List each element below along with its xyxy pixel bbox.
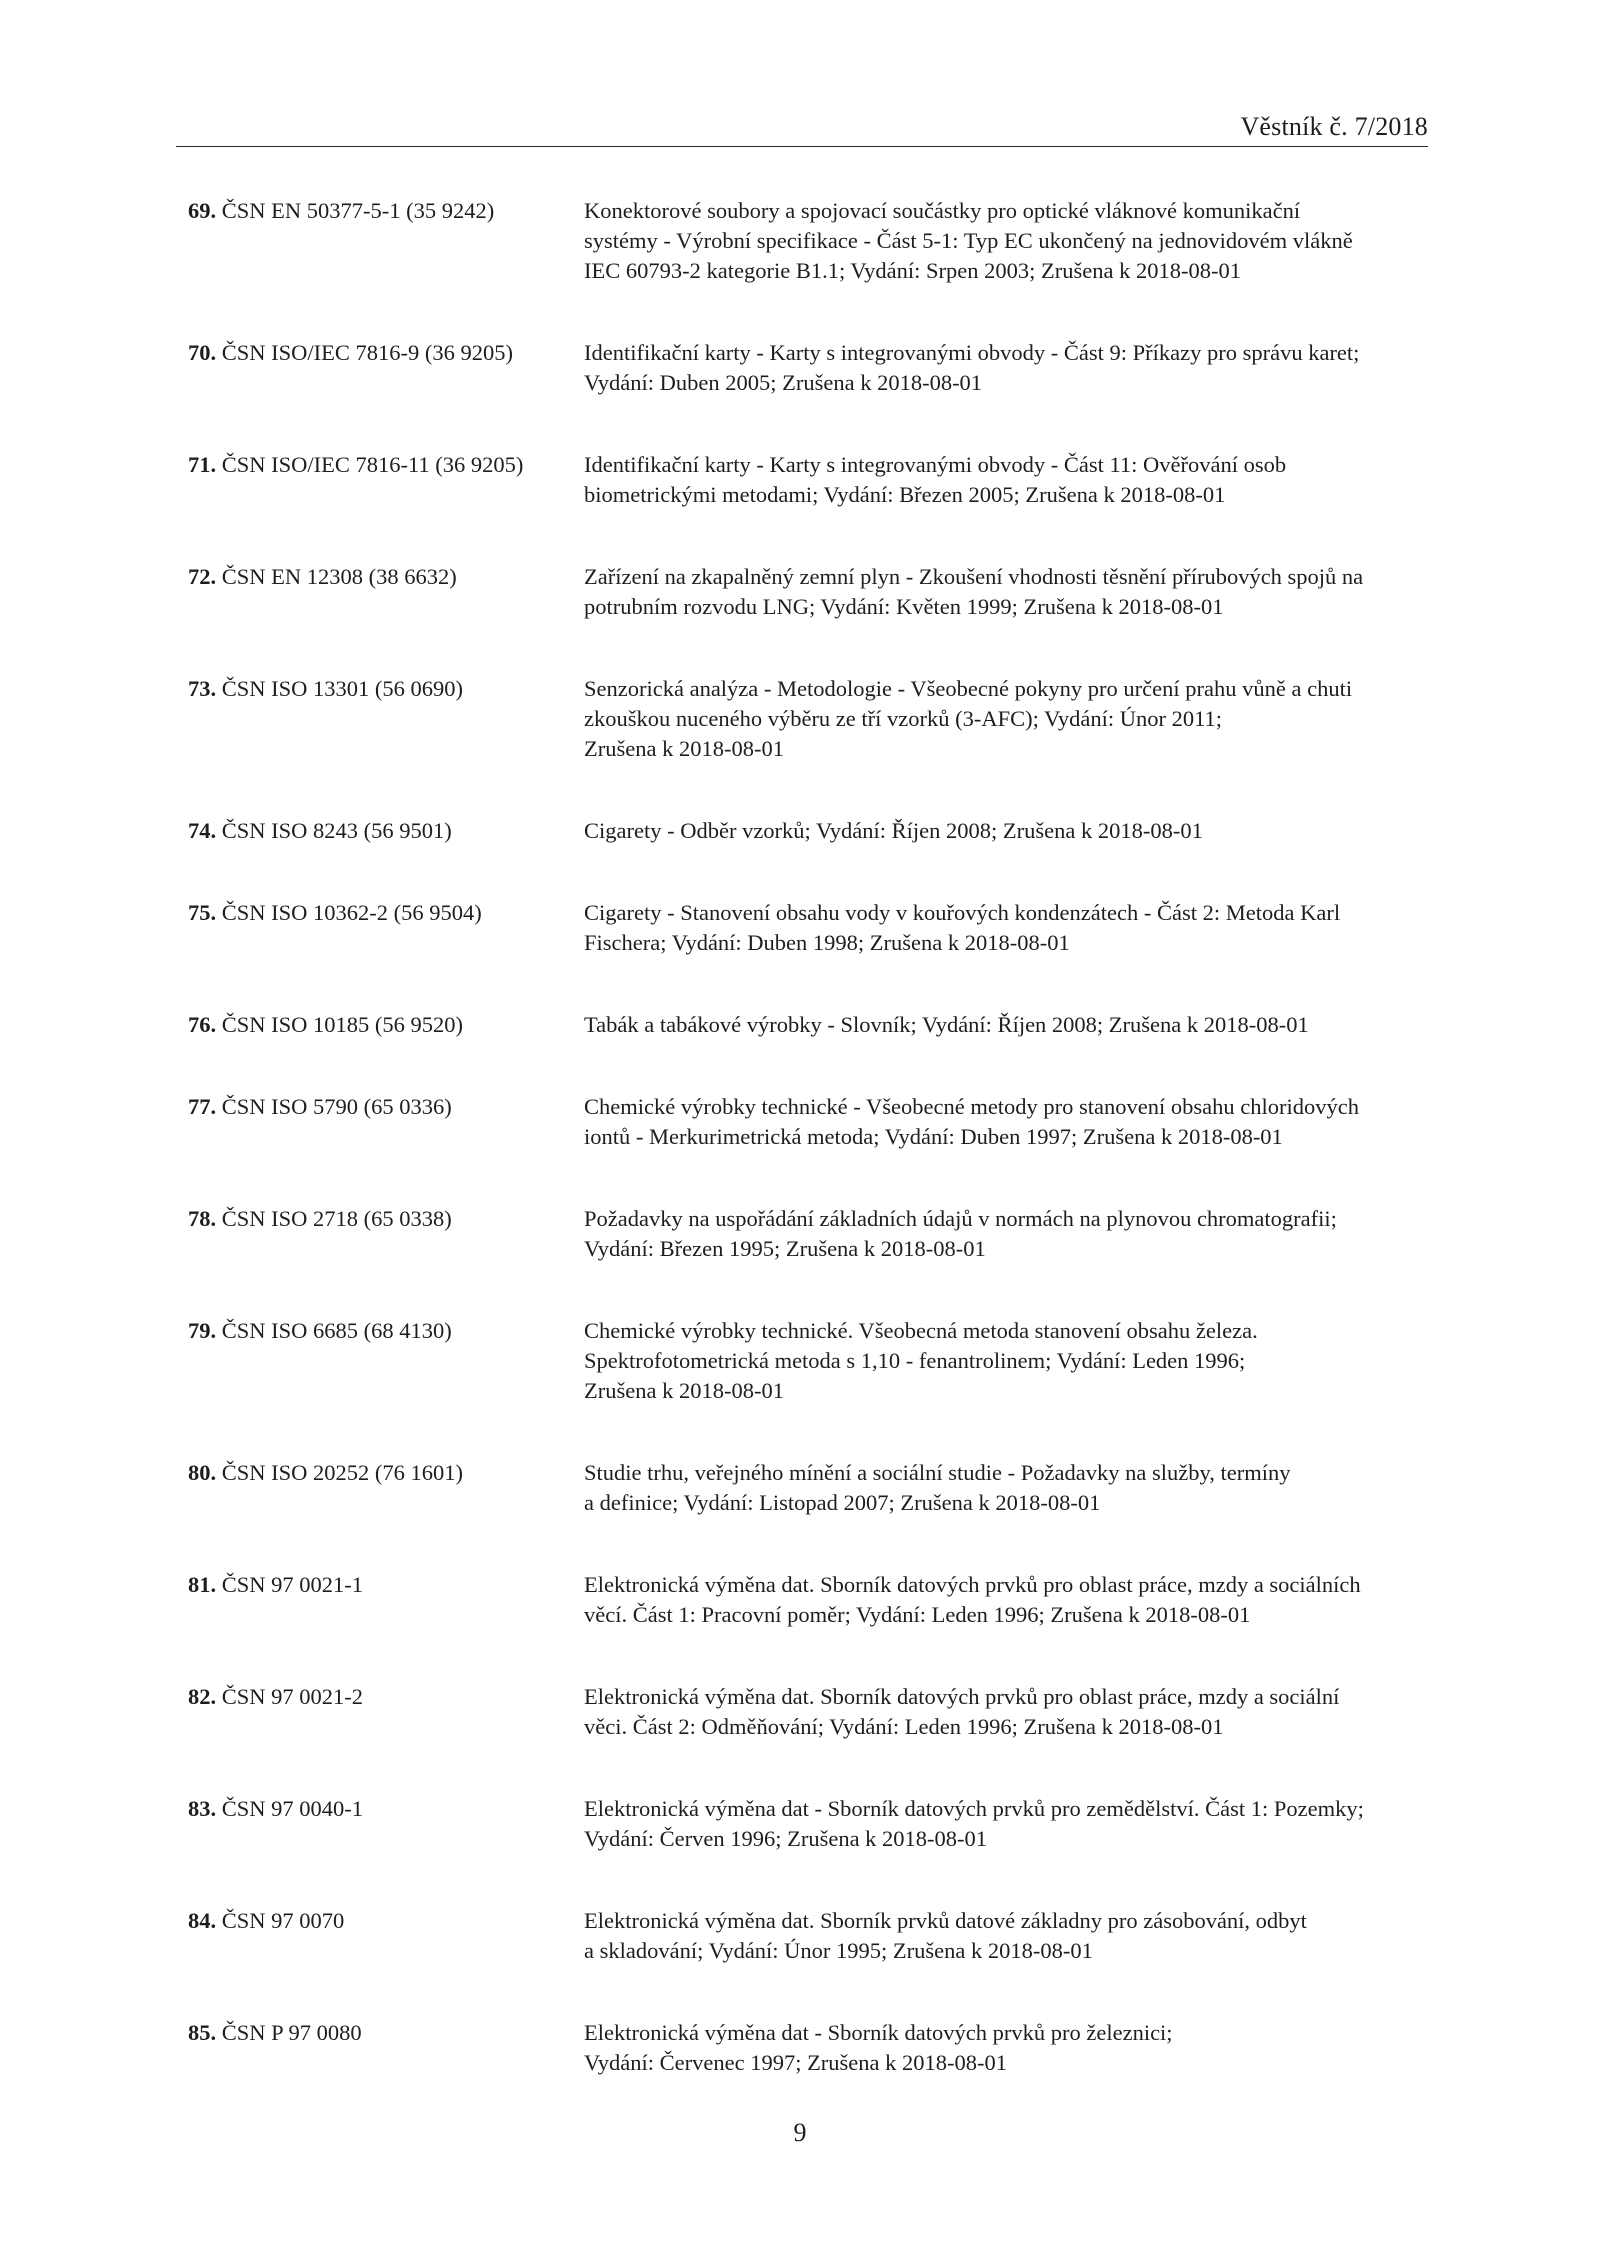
list-item — [188, 338, 1438, 398]
list-item — [188, 1010, 1438, 1040]
standard-designation — [188, 1092, 584, 1122]
standard-code: ČSN 97 0021-2 — [221, 1684, 364, 1709]
description-line: Elektronická výměna dat - Sborník datových prvků pro železnici; — [584, 2020, 1173, 2045]
description-line: Vydání: Březen 1995; Zrušena k 2018-08-01 — [584, 1236, 986, 1261]
description-line: zkouškou nuceného výběru ze tří vzorků (3-AFC); Vydání: Únor 2011; — [584, 706, 1222, 731]
description-line: Tabák a tabákové výrobky - Slovník; Vydání: Říjen 2008; Zrušena k 2018-08-01 — [584, 1012, 1309, 1037]
description-line: Elektronická výměna dat. Sborník datových prvků pro oblast práce, mzdy a sociálních — [584, 1572, 1361, 1597]
standard-description — [584, 1316, 1438, 1406]
standard-designation — [188, 562, 584, 592]
description-line: Požadavky na uspořádání základních údajů v normách na plynovou chromatografii; — [584, 1206, 1337, 1231]
list-item — [188, 674, 1438, 764]
description-line: Elektronická výměna dat. Sborník datových prvků pro oblast práce, mzdy a sociální — [584, 1684, 1340, 1709]
list-item — [188, 1204, 1438, 1264]
description-line: Zrušena k 2018-08-01 — [584, 1378, 784, 1403]
description-line: potrubním rozvodu LNG; Vydání: Květen 1999; Zrušena k 2018-08-01 — [584, 594, 1224, 619]
standard-description — [584, 898, 1438, 958]
description-line: systémy - Výrobní specifikace - Část 5-1: Typ EC ukončený na jednovidovém vlákně — [584, 228, 1353, 253]
standard-code: ČSN EN 50377-5-1 (35 9242) — [221, 198, 495, 223]
description-line: Identifikační karty - Karty s integrovanými obvody - Část 11: Ověřování osob — [584, 452, 1287, 477]
description-line: Elektronická výměna dat - Sborník datových prvků pro zemědělství. Část 1: Pozemky; — [584, 1796, 1364, 1821]
description-line: Spektrofotometrická metoda s 1,10 - fenantrolinem; Vydání: Leden 1996; — [584, 1348, 1246, 1373]
entry-number: 73. — [188, 676, 217, 701]
list-item — [188, 816, 1438, 846]
entry-number: 78. — [188, 1206, 217, 1231]
standard-description — [584, 1458, 1438, 1518]
standard-description — [584, 1794, 1438, 1854]
entry-number: 69. — [188, 198, 217, 223]
standard-code: ČSN ISO 5790 (65 0336) — [221, 1094, 452, 1119]
standard-code: ČSN 97 0070 — [221, 1908, 345, 1933]
standard-designation — [188, 1570, 584, 1600]
list-item — [188, 1906, 1438, 1966]
list-item — [188, 1092, 1438, 1152]
entry-number: 70. — [188, 340, 217, 365]
page-header-title: Věstník č. 7/2018 — [1240, 112, 1428, 141]
standard-code: ČSN ISO/IEC 7816-11 (36 9205) — [221, 452, 524, 477]
standard-code: ČSN ISO 20252 (76 1601) — [221, 1460, 464, 1485]
standard-code: ČSN 97 0040-1 — [221, 1796, 364, 1821]
standards-list — [188, 196, 1438, 2130]
list-item — [188, 1316, 1438, 1406]
entry-number: 84. — [188, 1908, 217, 1933]
standard-designation — [188, 1458, 584, 1488]
standard-code: ČSN 97 0021-1 — [221, 1572, 364, 1597]
entry-number: 76. — [188, 1012, 217, 1037]
description-line: Zrušena k 2018-08-01 — [584, 736, 784, 761]
list-item — [188, 196, 1438, 286]
description-line: IEC 60793-2 kategorie B1.1; Vydání: Srpen 2003; Zrušena k 2018-08-01 — [584, 258, 1241, 283]
description-line: Senzorická analýza - Metodologie - Všeobecné pokyny pro určení prahu vůně a chuti — [584, 676, 1353, 701]
standard-designation — [188, 674, 584, 704]
entry-number: 71. — [188, 452, 217, 477]
list-item — [188, 562, 1438, 622]
description-line: Studie trhu, veřejného mínění a sociální studie - Požadavky na služby, termíny — [584, 1460, 1291, 1485]
entry-number: 85. — [188, 2020, 217, 2045]
standard-description — [584, 338, 1438, 398]
standard-code: ČSN ISO 2718 (65 0338) — [221, 1206, 452, 1231]
standard-description — [584, 1682, 1438, 1742]
list-item — [188, 2018, 1438, 2078]
entry-number: 74. — [188, 818, 217, 843]
standard-description — [584, 816, 1438, 846]
standard-description — [584, 1570, 1438, 1630]
standard-designation — [188, 450, 584, 480]
standard-designation — [188, 1794, 584, 1824]
page-number: 9 — [793, 2118, 807, 2147]
standard-designation — [188, 1010, 584, 1040]
standard-designation — [188, 1682, 584, 1712]
standard-description — [584, 2018, 1438, 2078]
description-line: Vydání: Červen 1996; Zrušena k 2018-08-01 — [584, 1826, 988, 1851]
standard-designation — [188, 816, 584, 846]
standard-code: ČSN ISO 10185 (56 9520) — [221, 1012, 464, 1037]
list-item — [188, 1794, 1438, 1854]
standard-code: ČSN ISO 13301 (56 0690) — [221, 676, 464, 701]
description-line: Cigarety - Stanovení obsahu vody v kouřových kondenzátech - Část 2: Metoda Karl — [584, 900, 1341, 925]
standard-designation — [188, 2018, 584, 2048]
standard-code: ČSN EN 12308 (38 6632) — [221, 564, 457, 589]
description-line: Chemické výrobky technické. Všeobecná metoda stanovení obsahu železa. — [584, 1318, 1258, 1343]
standard-designation — [188, 1204, 584, 1234]
description-line: Vydání: Červenec 1997; Zrušena k 2018-08-01 — [584, 2050, 1008, 2075]
standard-designation — [188, 1906, 584, 1936]
description-line: biometrickými metodami; Vydání: Březen 2005; Zrušena k 2018-08-01 — [584, 482, 1226, 507]
standard-designation — [188, 338, 584, 368]
list-item — [188, 1682, 1438, 1742]
description-line: Cigarety - Odběr vzorků; Vydání: Říjen 2008; Zrušena k 2018-08-01 — [584, 818, 1203, 843]
description-line: Konektorové soubory a spojovací součástky pro optické vláknové komunikační — [584, 198, 1301, 223]
standard-description — [584, 1204, 1438, 1264]
description-line: Elektronická výměna dat. Sborník prvků datové základny pro zásobování, odbyt — [584, 1908, 1307, 1933]
entry-number: 75. — [188, 900, 217, 925]
standard-designation — [188, 1316, 584, 1346]
standard-description — [584, 1092, 1438, 1152]
standard-description — [584, 674, 1438, 764]
standard-description — [584, 1010, 1438, 1040]
entry-number: 79. — [188, 1318, 217, 1343]
list-item — [188, 450, 1438, 510]
entry-number: 72. — [188, 564, 217, 589]
description-line: a skladování; Vydání: Únor 1995; Zrušena k 2018-08-01 — [584, 1938, 1093, 1963]
entry-number: 83. — [188, 1796, 217, 1821]
description-line: věcí. Část 1: Pracovní poměr; Vydání: Leden 1996; Zrušena k 2018-08-01 — [584, 1602, 1251, 1627]
description-line: iontů - Merkurimetrická metoda; Vydání: Duben 1997; Zrušena k 2018-08-01 — [584, 1124, 1283, 1149]
standard-code: ČSN ISO 10362-2 (56 9504) — [221, 900, 482, 925]
standard-designation — [188, 898, 584, 928]
entry-number: 82. — [188, 1684, 217, 1709]
page-header — [176, 108, 1428, 147]
description-line: Identifikační karty - Karty s integrovanými obvody - Část 9: Příkazy pro správu karet; — [584, 340, 1360, 365]
description-line: věci. Část 2: Odměňování; Vydání: Leden 1996; Zrušena k 2018-08-01 — [584, 1714, 1224, 1739]
description-line: Fischera; Vydání: Duben 1998; Zrušena k 2018-08-01 — [584, 930, 1070, 955]
description-line: Chemické výrobky technické - Všeobecné metody pro stanovení obsahu chloridových — [584, 1094, 1359, 1119]
standard-code: ČSN ISO/IEC 7816-9 (36 9205) — [221, 340, 513, 365]
standard-description — [584, 562, 1438, 622]
standard-description — [584, 450, 1438, 510]
description-line: Zařízení na zkapalněný zemní plyn - Zkoušení vhodnosti těsnění přírubových spojů na — [584, 564, 1364, 589]
standard-code: ČSN ISO 6685 (68 4130) — [221, 1318, 452, 1343]
list-item — [188, 898, 1438, 958]
entry-number: 80. — [188, 1460, 217, 1485]
standard-designation — [188, 196, 584, 226]
description-line: a definice; Vydání: Listopad 2007; Zrušena k 2018-08-01 — [584, 1490, 1101, 1515]
standard-description — [584, 196, 1438, 286]
entry-number: 81. — [188, 1572, 217, 1597]
description-line: Vydání: Duben 2005; Zrušena k 2018-08-01 — [584, 370, 983, 395]
list-item — [188, 1458, 1438, 1518]
entry-number: 77. — [188, 1094, 217, 1119]
standard-description — [584, 1906, 1438, 1966]
standard-code: ČSN ISO 8243 (56 9501) — [221, 818, 452, 843]
standard-code: ČSN P 97 0080 — [221, 2020, 362, 2045]
list-item — [188, 1570, 1438, 1630]
